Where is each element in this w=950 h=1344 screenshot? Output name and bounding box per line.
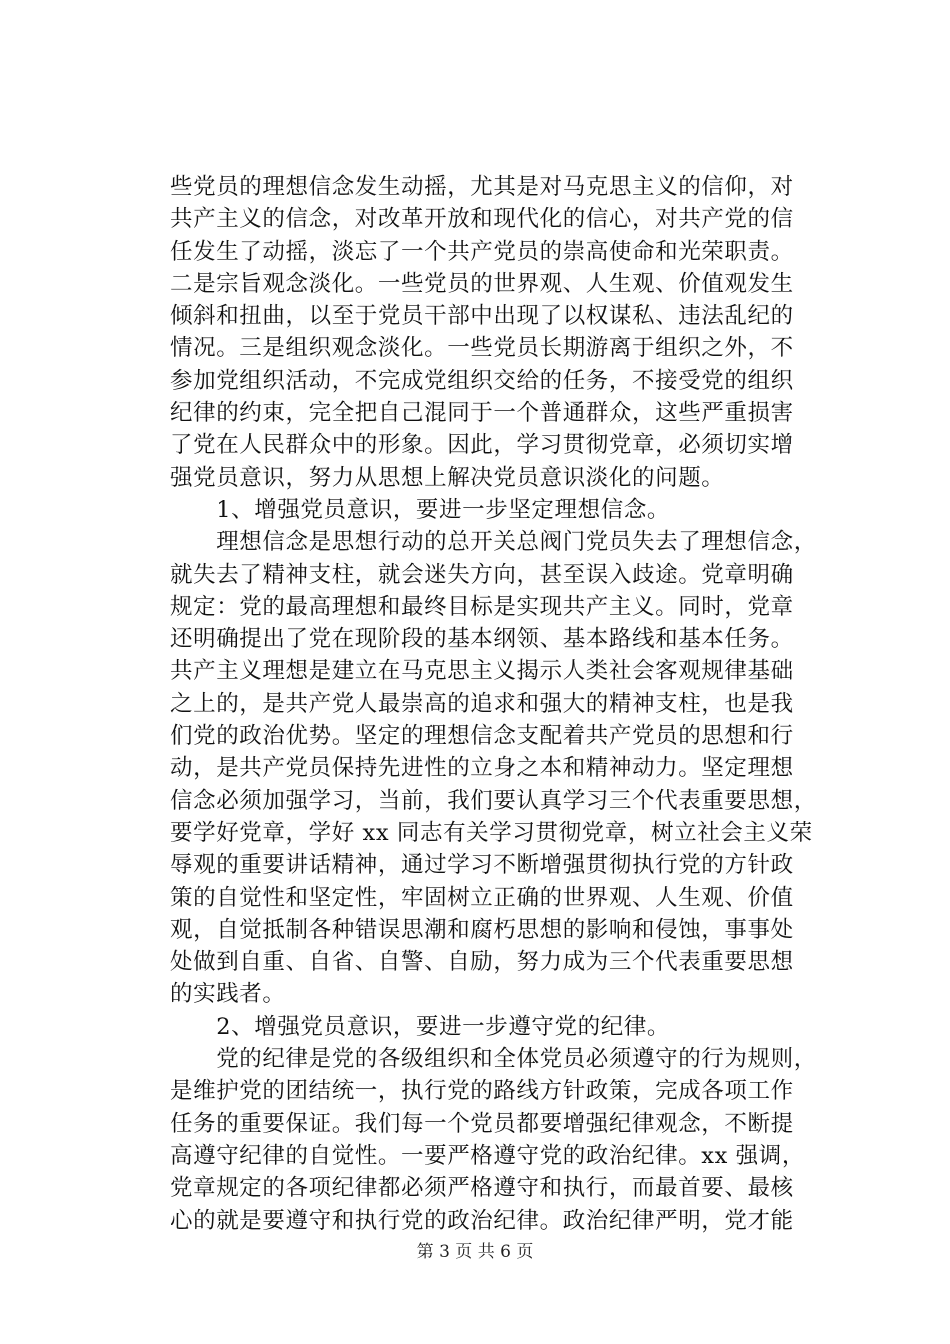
text-line: 情况。三是组织观念淡化。一些党员长期游离于组织之外，不 (170, 335, 794, 362)
text-line: 任务的重要保证。我们每一个党员都要增强纪律观念，不断提 (170, 1110, 794, 1137)
text-line: 党章规定的各项纪律都必须严格遵守和执行，而最首要、最核 (170, 1175, 794, 1202)
text-line: 处做到自重、自省、自警、自励，努力成为三个代表重要思想 (170, 949, 794, 976)
text-line: 党的纪律是党的各级组织和全体党员必须遵守的行为规则， (170, 1046, 817, 1073)
page-number-footer: 第 3 页 共 6 页 (416, 1242, 534, 1262)
text-line: 共产主义的信念，对改革开放和现代化的信心，对共产党的信 (170, 206, 794, 233)
text-line: 观，自觉抵制各种错误思潮和腐朽思想的影响和侵蚀，事事处 (170, 916, 794, 943)
text-line: 参加党组织活动，不完成党组织交给的任务，不接受党的组织 (170, 367, 794, 394)
section-heading-2: 2、增强党员意识，要进一步遵守党的纪律。 (170, 1013, 671, 1040)
text-line: 的实践者。 (170, 981, 286, 1008)
text-line: 是维护党的团结统一，执行党的路线方针政策，完成各项工作 (170, 1078, 794, 1105)
text-line: 辱观的重要讲话精神，通过学习不断增强贯彻执行党的方针政 (170, 852, 794, 879)
text-line: 之上的，是共产党人最崇高的追求和强大的精神支柱，也是我 (170, 690, 794, 717)
text-line: 心的就是要遵守和执行党的政治纪律。政治纪律严明，党才能 (170, 1207, 794, 1234)
text-line: 了党在人民群众中的形象。因此，学习贯彻党章，必须切实增 (170, 432, 794, 459)
text-line: 共产主义理想是建立在马克思主义揭示人类社会客观规律基础 (170, 658, 794, 685)
section-heading-1: 1、增强党员意识，要进一步坚定理想信念。 (170, 496, 671, 523)
text-line: 任发生了动摇，淡忘了一个共产党员的崇高使命和光荣职责。 (170, 238, 794, 265)
text-line: 要学好党章，学好 xx 同志有关学习贯彻党章，树立社会主义荣 (170, 819, 813, 846)
text-line: 倾斜和扭曲，以至于党员干部中出现了以权谋私、违法乱纪的 (170, 303, 794, 330)
text-line: 理想信念是思想行动的总开关总阀门党员失去了理想信念， (170, 529, 817, 556)
text-line: 就失去了精神支柱，就会迷失方向，甚至误入歧途。党章明确 (170, 561, 794, 588)
text-line: 策的自觉性和坚定性，牢固树立正确的世界观、人生观、价值 (170, 884, 794, 911)
text-line: 高遵守纪律的自觉性。一要严格遵守党的政治纪律。xx 强调， (170, 1142, 805, 1169)
text-line: 信念必须加强学习，当前，我们要认真学习三个代表重要思想， (170, 787, 817, 814)
text-line: 些党员的理想信念发生动摇，尤其是对马克思主义的信仰，对 (170, 174, 794, 200)
text-line: 动，是共产党员保持先进性的立身之本和精神动力。坚定理想 (170, 755, 794, 782)
text-line: 还明确提出了党在现阶段的基本纲领、基本路线和基本任务。 (170, 626, 794, 653)
text-line: 规定：党的最高理想和最终目标是实现共产主义。同时，党章 (170, 593, 794, 620)
text-line: 二是宗旨观念淡化。一些党员的世界观、人生观、价值观发生 (170, 270, 794, 297)
document-body (170, 171, 830, 1237)
text-line: 们党的政治优势。坚定的理想信念支配着共产党员的思想和行 (170, 723, 794, 750)
text-line: 强党员意识，努力从思想上解决党员意识淡化的问题。 (170, 464, 725, 491)
text-line: 纪律的约束，完全把自己混同于一个普通群众，这些严重损害 (170, 400, 794, 427)
